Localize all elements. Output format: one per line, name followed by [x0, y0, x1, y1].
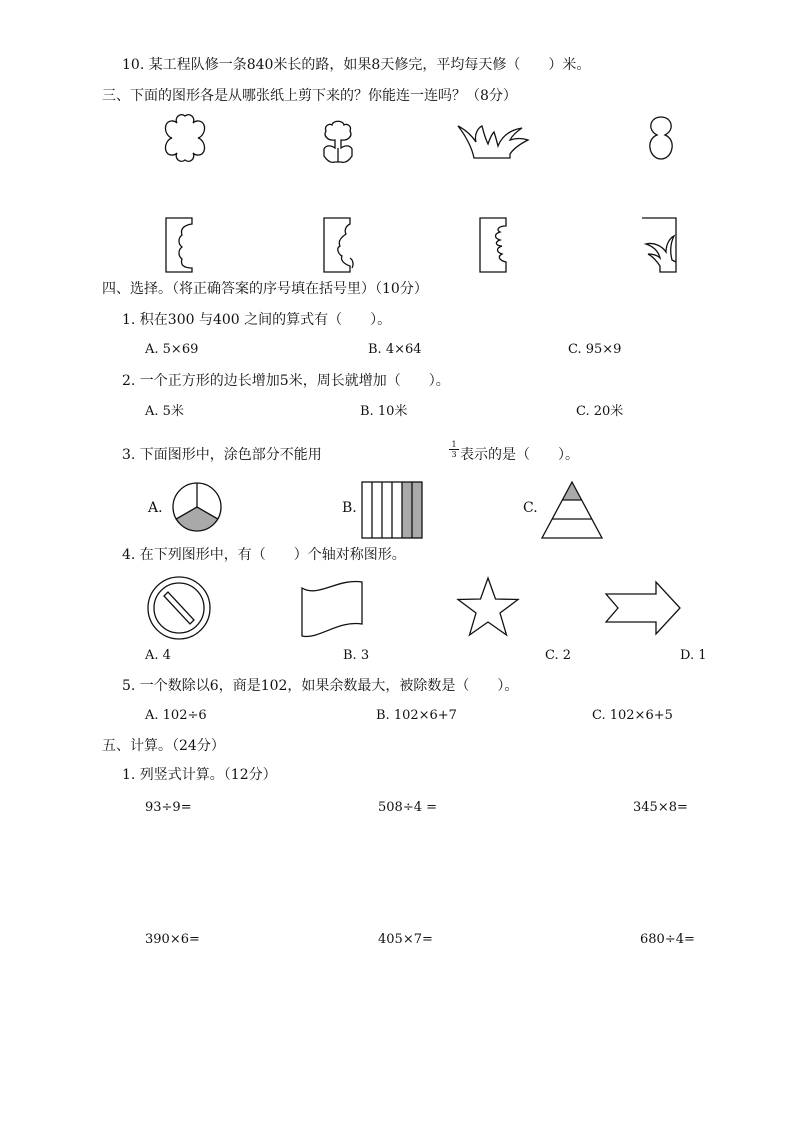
bars-sixths-figure[interactable] — [358, 480, 424, 540]
q4-option-b[interactable]: B. 3 — [343, 648, 370, 663]
circle-thirds-figure[interactable] — [168, 478, 228, 538]
q2-option-c[interactable]: C. 20米 — [576, 404, 624, 419]
q1-option-c[interactable]: C. 95×9 — [568, 342, 622, 357]
q3-option-b-label[interactable]: B. — [342, 500, 357, 516]
calc-item[interactable]: 93÷9= — [145, 800, 192, 815]
fraction-denominator: 3 — [449, 449, 459, 459]
q4-option-d[interactable]: D. 1 — [680, 648, 707, 663]
question-10: 10. 某工程队修一条840米长的路，如果8天修完，平均每天修（ ）米。 — [122, 57, 591, 73]
question-4-3-text: 3. 下面图形中，涂色部分不能用 — [122, 447, 322, 463]
calc-item[interactable]: 508÷4 = — [378, 800, 438, 815]
calc-item[interactable]: 345×8= — [633, 800, 688, 815]
question-4-1: 1. 积在300 与400 之间的算式有（ ）。 — [122, 312, 392, 328]
q2-option-b[interactable]: B. 10米 — [360, 404, 408, 419]
question-4-2: 2. 一个正方形的边长增加5米，周长就增加（ ）。 — [122, 373, 450, 389]
cutout-shape-flower[interactable] — [318, 120, 358, 166]
waving-flag-figure[interactable] — [298, 578, 368, 640]
question-4-4: 4. 在下列图形中，有（ ）个轴对称图形。 — [122, 547, 406, 563]
q4-option-c[interactable]: C. 2 — [545, 648, 572, 663]
q5-option-b[interactable]: B. 102×6+7 — [376, 708, 457, 723]
cutout-shape-quatrefoil[interactable] — [160, 113, 220, 165]
fraction-one-third — [449, 440, 459, 459]
q5-option-c[interactable]: C. 102×6+5 — [592, 708, 673, 723]
q1-option-b[interactable]: B. 4×64 — [368, 342, 422, 357]
q3-option-c-label[interactable]: C. — [523, 500, 538, 516]
q3-option-a-label[interactable]: A. — [148, 500, 163, 516]
fraction-numerator: 1 — [451, 440, 457, 449]
q2-option-a[interactable]: A. 5米 — [145, 404, 184, 419]
paper-sheet-1[interactable] — [164, 216, 196, 274]
q4-option-a[interactable]: A. 4 — [145, 648, 171, 663]
arrow-figure[interactable] — [604, 580, 684, 640]
calc-item[interactable]: 680÷4= — [640, 932, 695, 947]
paper-sheet-3[interactable] — [478, 216, 510, 274]
paper-sheet-2[interactable] — [322, 216, 356, 274]
calc-item[interactable]: 390×6= — [145, 932, 200, 947]
q1-option-a[interactable]: A. 5×69 — [145, 342, 199, 357]
question-4-5: 5. 一个数除以6，商是102，如果余数最大，被除数是（ ）。 — [122, 678, 519, 694]
no-entry-sign-figure[interactable] — [145, 575, 215, 641]
paper-sheet-4[interactable] — [640, 216, 680, 274]
section-5-subtitle: 1. 列竖式计算。（12分） — [122, 767, 277, 783]
star-figure[interactable] — [456, 575, 522, 641]
section-4-title: 四、选择。（将正确答案的序号填在括号里）（10分） — [102, 281, 428, 297]
section-3-title: 三、下面的图形各是从哪张纸上剪下来的？你能连一连吗？（8分） — [102, 88, 517, 104]
cutout-shape-gourd[interactable] — [646, 115, 676, 161]
section-5-title: 五、计算。（24分） — [102, 738, 225, 754]
calc-item[interactable]: 405×7= — [378, 932, 433, 947]
q5-option-a[interactable]: A. 102÷6 — [145, 708, 207, 723]
triangle-layers-figure[interactable] — [540, 480, 606, 540]
cutout-shape-grass[interactable] — [456, 122, 530, 162]
question-4-3-text-after: 表示的是（ ）。 — [460, 447, 579, 463]
